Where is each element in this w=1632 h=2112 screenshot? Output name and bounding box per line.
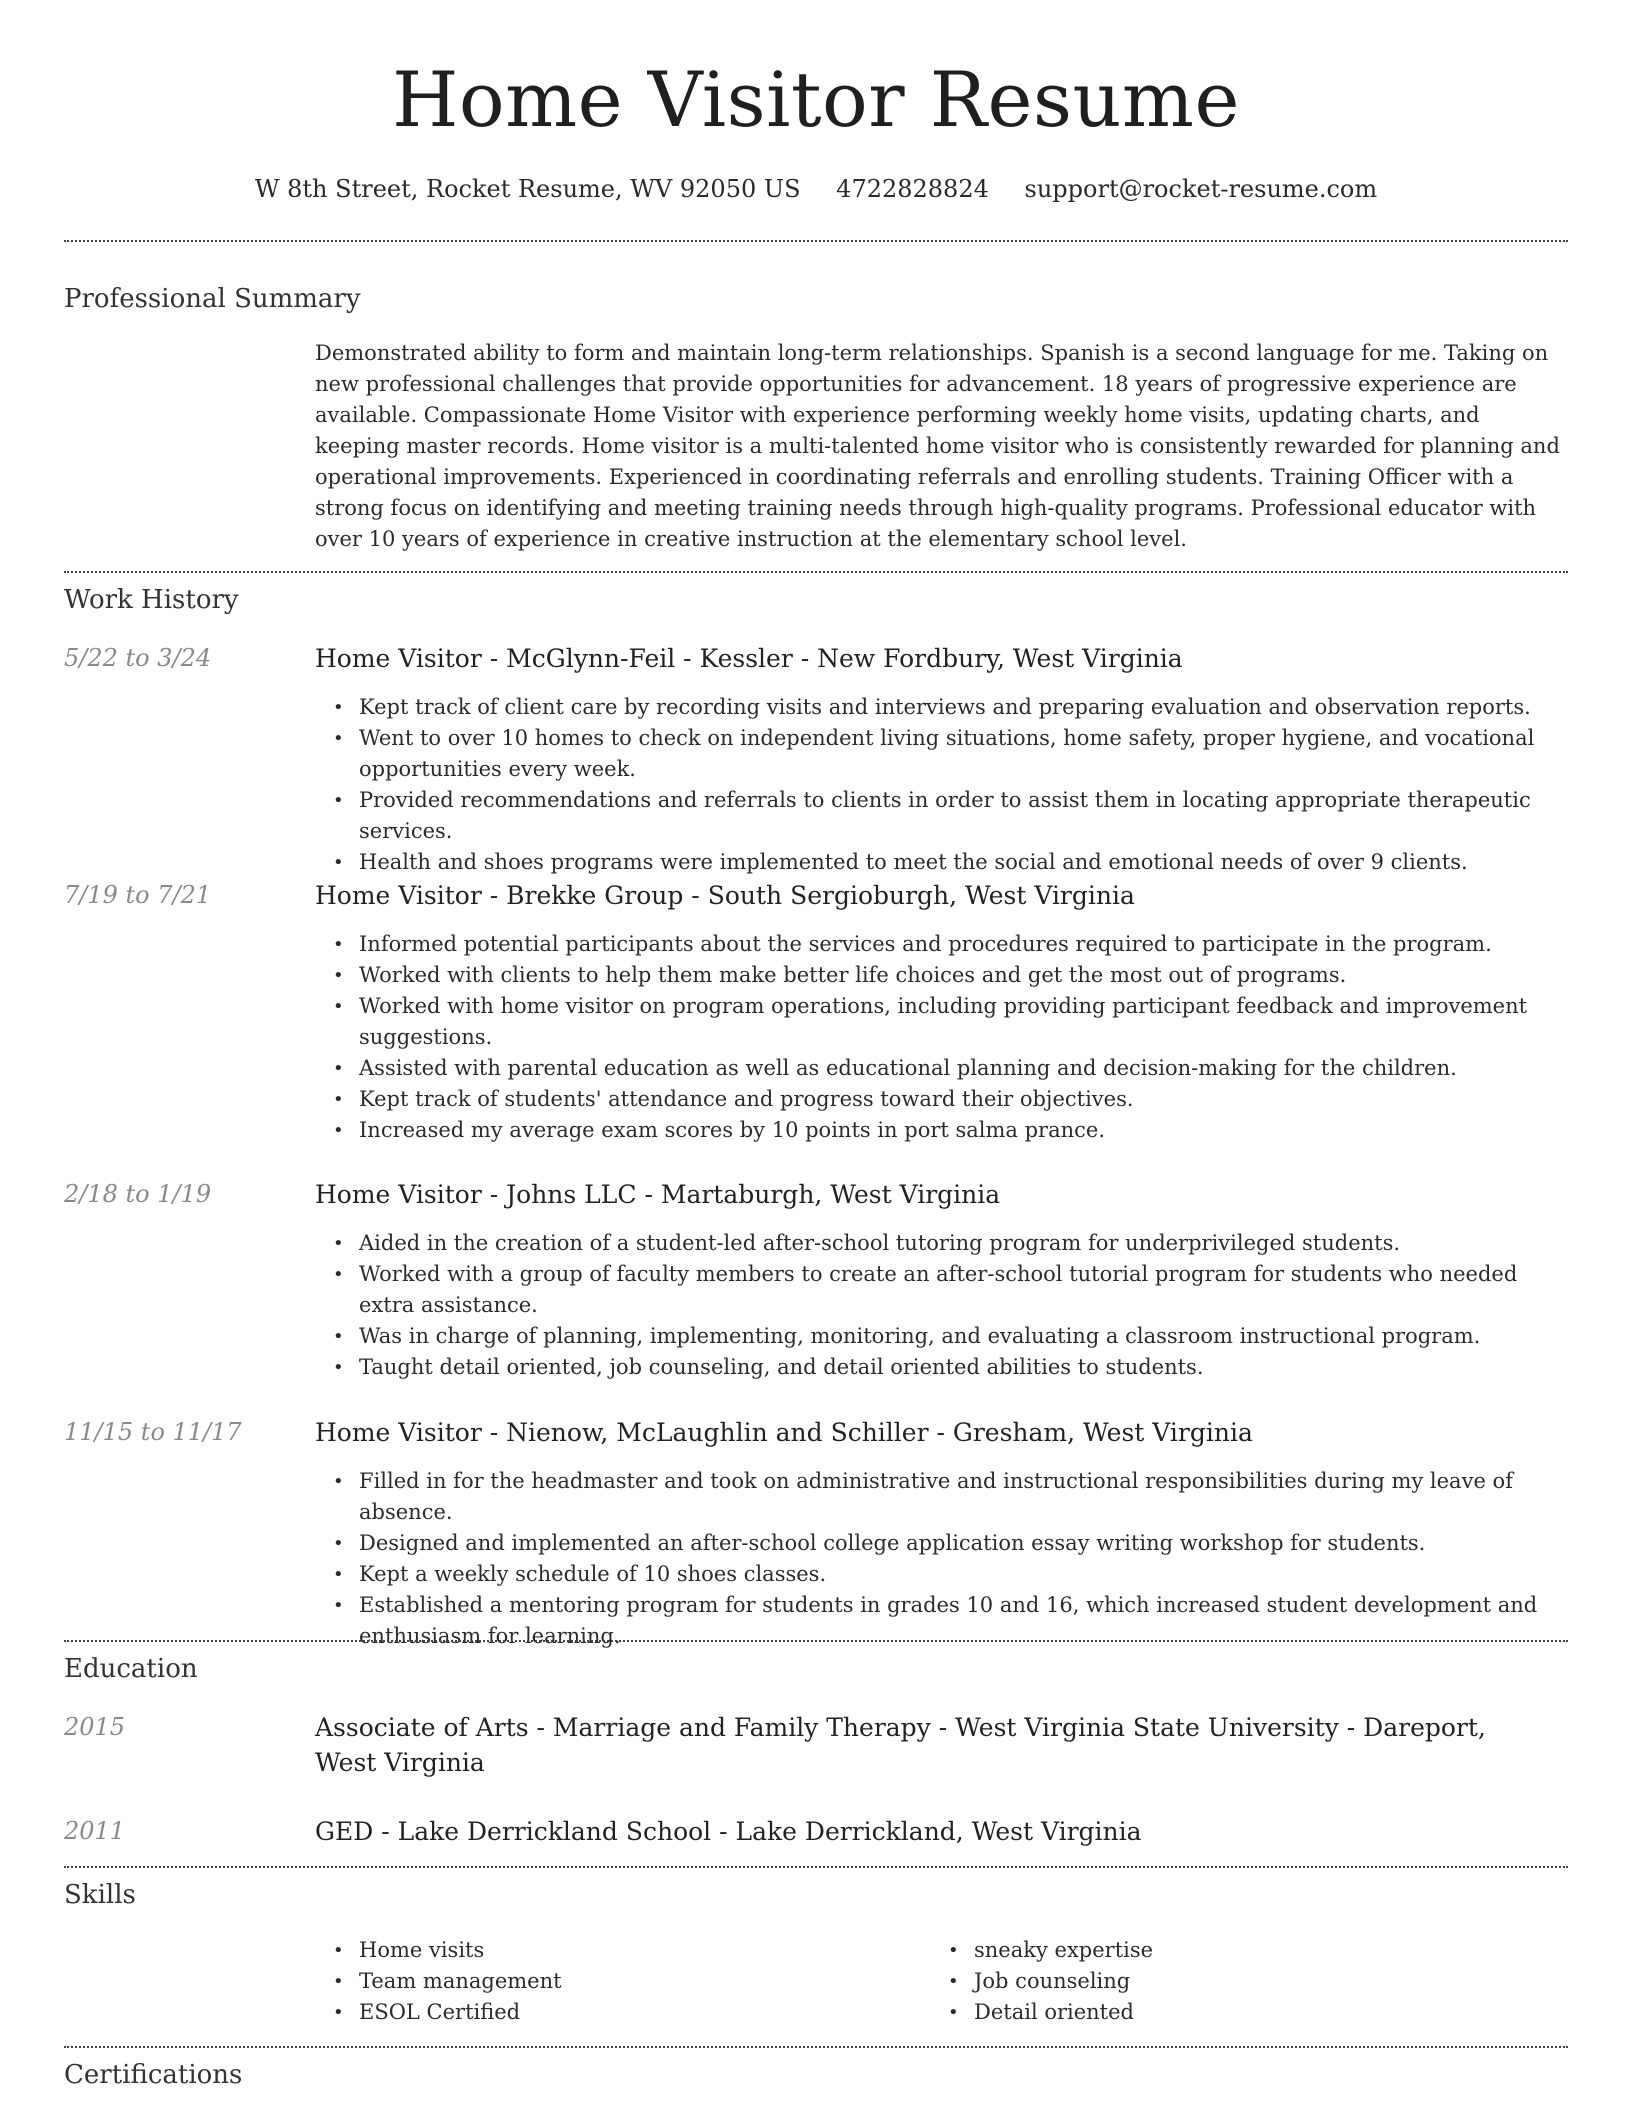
job-title: Home Visitor - Brekke Group - South Sergioburgh, West Virginia [315, 881, 1135, 910]
list-item: • Provided recommendations and referrals to clients in order to assist them in locating appropriate therapeutic services. [359, 785, 1568, 847]
contact-phone: 4722828824 [836, 175, 989, 203]
skills-list-left [315, 1935, 875, 2028]
list-item: • Established a mentoring program for students in grades 10 and 16, which increased student development and enthusiasm for learning. [359, 1590, 1568, 1652]
job-bullets [315, 692, 1568, 878]
list-item: • Job counseling [974, 1966, 1490, 1997]
job-dates: 5/22 to 3/24 [64, 644, 212, 672]
divider [64, 240, 1568, 242]
job-bullets [315, 1466, 1568, 1652]
divider [64, 2046, 1568, 2048]
education-year: 2015 [64, 1713, 126, 1741]
section-title-skills: Skills [64, 1880, 136, 1910]
list-item: • Worked with clients to help them make better life choices and get the most out of programs. [359, 960, 1568, 991]
job-title: Home Visitor - McGlynn-Feil - Kessler - New Fordbury, West Virginia [315, 644, 1183, 673]
section-title-work: Work History [64, 585, 239, 615]
education-title: Associate of Arts - Marriage and Family Therapy - West Virginia State University - Dareport, West Virginia [315, 1713, 1486, 1777]
divider [64, 571, 1568, 573]
list-item: • Worked with a group of faculty members to create an after-school tutorial program for students who needed extra assistance. [359, 1259, 1568, 1321]
list-item: • Home visits [359, 1935, 875, 1966]
section-title-education: Education [64, 1654, 198, 1684]
list-item: • Kept a weekly schedule of 10 shoes classes. [359, 1559, 1568, 1590]
job-title: Home Visitor - Nienow, McLaughlin and Schiller - Gresham, West Virginia [315, 1418, 1253, 1447]
list-item: • Detail oriented [974, 1997, 1490, 2028]
list-item: • Was in charge of planning, implementing, monitoring, and evaluating a classroom instructional program. [359, 1321, 1568, 1352]
list-item: • Kept track of students' attendance and progress toward their objectives. [359, 1084, 1568, 1115]
education-title: GED - Lake Derrickland School - Lake Derrickland, West Virginia [315, 1817, 1142, 1846]
divider [64, 1640, 1568, 1642]
list-item: • Filled in for the headmaster and took on administrative and instructional responsibilities during my leave of absence. [359, 1466, 1568, 1528]
list-item: • Team management [359, 1966, 875, 1997]
job-dates: 11/15 to 11/17 [64, 1418, 242, 1446]
job-bullets [315, 929, 1568, 1146]
section-title-certifications: Certifications [64, 2060, 243, 2090]
list-item: • Kept track of client care by recording visits and interviews and preparing evaluation and observation reports. [359, 692, 1568, 723]
list-item: • Informed potential participants about the services and procedures required to participate in the program. [359, 929, 1568, 960]
contact-email: support@rocket-resume.com [1024, 175, 1378, 203]
list-item: • ESOL Certified [359, 1997, 875, 2028]
resume-page [64, 0, 1568, 2090]
job-bullets [315, 1228, 1568, 1383]
education-year: 2011 [64, 1817, 126, 1845]
list-item: • Went to over 10 homes to check on independent living situations, home safety, proper hygiene, and vocational opportunities every week. [359, 723, 1568, 785]
contact-address: W 8th Street, Rocket Resume, WV 92050 US [254, 175, 801, 203]
list-item: • Aided in the creation of a student-led after-school tutoring program for underprivileged students. [359, 1228, 1568, 1259]
list-item: • Taught detail oriented, job counseling, and detail oriented abilities to students. [359, 1352, 1568, 1383]
divider [64, 1866, 1568, 1868]
skills-list-right [930, 1935, 1490, 2028]
list-item: • Increased my average exam scores by 10 points in port salma prance. [359, 1115, 1568, 1146]
list-item: • Worked with home visitor on program operations, including providing participant feedback and improvement suggestions. [359, 991, 1568, 1053]
list-item: • Health and shoes programs were implemented to meet the social and emotional needs of over 9 clients. [359, 847, 1568, 878]
job-title: Home Visitor - Johns LLC - Martaburgh, West Virginia [315, 1180, 1001, 1209]
job-dates: 7/19 to 7/21 [64, 881, 212, 909]
contact-info [64, 172, 1568, 206]
job-dates: 2/18 to 1/19 [64, 1180, 212, 1208]
summary-text: Demonstrated ability to form and maintain long-term relationships. Spanish is a second language for me. Taking on new professional challenges that provide opportunities for advancement. 18 years of progressive experience are available. Compassionate Home Visitor with experience performing weekly home visits, updating charts, and keeping master records. Home visitor is a multi-talented home visitor who is consistently rewarded for planning and operational improvements. Experienced in coordinating referrals and enrolling students. Training Officer with a strong focus on identifying and meeting training needs through high-quality programs. Professional educator with over 10 years of experience in creative instruction at the elementary school level. [315, 341, 1560, 551]
list-item: • sneaky expertise [974, 1935, 1490, 1966]
resume-title: Home Visitor Resume [392, 55, 1240, 144]
section-title-summary: Professional Summary [64, 284, 361, 314]
list-item: • Assisted with parental education as well as educational planning and decision-making for the children. [359, 1053, 1568, 1084]
list-item: • Designed and implemented an after-school college application essay writing workshop for students. [359, 1528, 1568, 1559]
